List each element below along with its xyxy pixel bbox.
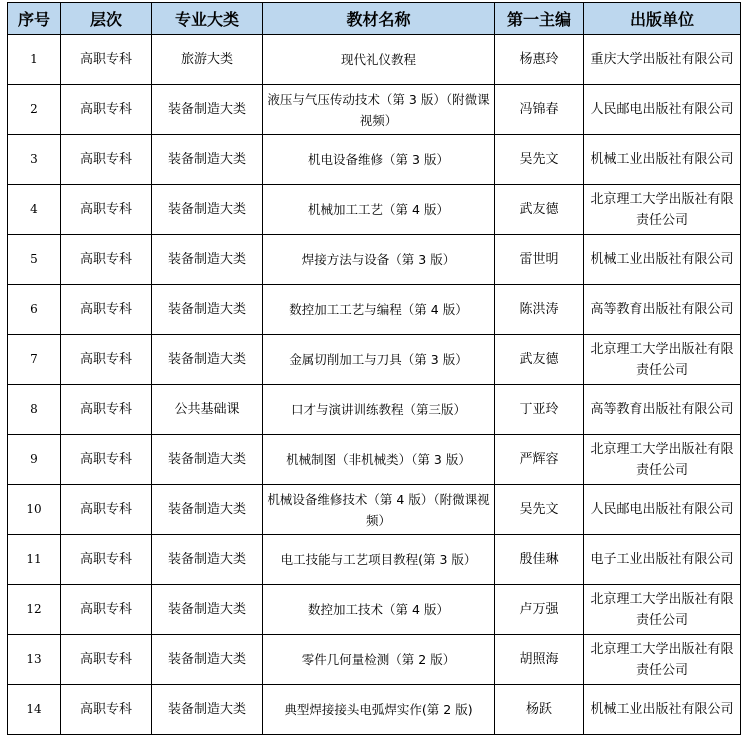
cell-level: 高职专科 — [61, 335, 152, 385]
cell-category: 公共基础课 — [152, 385, 263, 435]
table-header-row — [8, 3, 741, 35]
cell-index: 3 — [8, 135, 61, 185]
cell-category: 装备制造大类 — [152, 435, 263, 485]
cell-title: 机械制图（非机械类）（第 3 版） — [263, 435, 495, 485]
cell-level: 高职专科 — [61, 385, 152, 435]
cell-index: 11 — [8, 535, 61, 585]
cell-publisher: 重庆大学出版社有限公司 — [584, 35, 741, 85]
cell-publisher: 北京理工大学出版社有限责任公司 — [584, 585, 741, 635]
cell-category: 装备制造大类 — [152, 185, 263, 235]
cell-category: 装备制造大类 — [152, 85, 263, 135]
cell-index: 1 — [8, 35, 61, 85]
header-category: 专业大类 — [152, 3, 263, 35]
cell-index: 4 — [8, 185, 61, 235]
cell-category: 装备制造大类 — [152, 485, 263, 535]
cell-title: 机械加工工艺（第 4 版） — [263, 185, 495, 235]
cell-editor: 卢万强 — [495, 585, 584, 635]
cell-title: 金属切削加工与刀具（第 3 版） — [263, 335, 495, 385]
cell-category: 装备制造大类 — [152, 285, 263, 335]
cell-publisher: 北京理工大学出版社有限责任公司 — [584, 635, 741, 685]
cell-publisher: 高等教育出版社有限公司 — [584, 285, 741, 335]
cell-title: 焊接方法与设备（第 3 版） — [263, 235, 495, 285]
cell-publisher: 机械工业出版社有限公司 — [584, 685, 741, 735]
cell-title: 零件几何量检测（第 2 版） — [263, 635, 495, 685]
header-level: 层次 — [61, 3, 152, 35]
header-editor: 第一主编 — [495, 3, 584, 35]
cell-editor: 严辉容 — [495, 435, 584, 485]
cell-level: 高职专科 — [61, 535, 152, 585]
cell-title: 典型焊接接头电弧焊实作(第 2 版) — [263, 685, 495, 735]
cell-publisher: 人民邮电出版社有限公司 — [584, 485, 741, 535]
cell-editor: 杨跃 — [495, 685, 584, 735]
cell-editor: 陈洪涛 — [495, 285, 584, 335]
cell-title: 机电设备维修（第 3 版） — [263, 135, 495, 185]
cell-level: 高职专科 — [61, 285, 152, 335]
cell-index: 2 — [8, 85, 61, 135]
header-title: 教材名称 — [263, 3, 495, 35]
cell-level: 高职专科 — [61, 685, 152, 735]
cell-category: 装备制造大类 — [152, 335, 263, 385]
table-row — [8, 635, 741, 685]
cell-title: 数控加工技术（第 4 版） — [263, 585, 495, 635]
cell-category: 装备制造大类 — [152, 135, 263, 185]
cell-level: 高职专科 — [61, 135, 152, 185]
textbook-table — [7, 2, 741, 735]
cell-publisher: 电子工业出版社有限公司 — [584, 535, 741, 585]
header-publisher: 出版单位 — [584, 3, 741, 35]
cell-category: 装备制造大类 — [152, 235, 263, 285]
cell-level: 高职专科 — [61, 185, 152, 235]
table-row — [8, 285, 741, 335]
table-row — [8, 35, 741, 85]
cell-title: 口才与演讲训练教程（第三版） — [263, 385, 495, 435]
cell-title: 机械设备维修技术（第 4 版）（附微课视频） — [263, 485, 495, 535]
cell-index: 9 — [8, 435, 61, 485]
cell-category: 装备制造大类 — [152, 635, 263, 685]
cell-editor: 胡照海 — [495, 635, 584, 685]
cell-publisher: 高等教育出版社有限公司 — [584, 385, 741, 435]
cell-editor: 殷佳琳 — [495, 535, 584, 585]
cell-publisher: 北京理工大学出版社有限责任公司 — [584, 185, 741, 235]
cell-index: 5 — [8, 235, 61, 285]
table-row — [8, 185, 741, 235]
cell-editor: 吴先文 — [495, 135, 584, 185]
cell-editor: 武友德 — [495, 335, 584, 385]
cell-publisher: 北京理工大学出版社有限责任公司 — [584, 335, 741, 385]
cell-publisher: 机械工业出版社有限公司 — [584, 235, 741, 285]
cell-level: 高职专科 — [61, 585, 152, 635]
cell-level: 高职专科 — [61, 435, 152, 485]
cell-publisher: 机械工业出版社有限公司 — [584, 135, 741, 185]
table-row — [8, 435, 741, 485]
cell-title: 电工技能与工艺项目教程(第 3 版） — [263, 535, 495, 585]
cell-title: 数控加工工艺与编程（第 4 版） — [263, 285, 495, 335]
cell-index: 13 — [8, 635, 61, 685]
cell-index: 8 — [8, 385, 61, 435]
table-row — [8, 235, 741, 285]
cell-index: 7 — [8, 335, 61, 385]
cell-category: 装备制造大类 — [152, 685, 263, 735]
cell-editor: 冯锦春 — [495, 85, 584, 135]
table-row — [8, 685, 741, 735]
cell-editor: 吴先文 — [495, 485, 584, 535]
cell-level: 高职专科 — [61, 85, 152, 135]
cell-index: 14 — [8, 685, 61, 735]
table-row — [8, 385, 741, 435]
cell-level: 高职专科 — [61, 485, 152, 535]
cell-level: 高职专科 — [61, 35, 152, 85]
cell-editor: 丁亚玲 — [495, 385, 584, 435]
cell-publisher: 人民邮电出版社有限公司 — [584, 85, 741, 135]
cell-level: 高职专科 — [61, 635, 152, 685]
table-row — [8, 335, 741, 385]
cell-index: 10 — [8, 485, 61, 535]
cell-title: 液压与气压传动技术（第 3 版）（附微课视频） — [263, 85, 495, 135]
table-row — [8, 85, 741, 135]
table-row — [8, 585, 741, 635]
cell-category: 旅游大类 — [152, 35, 263, 85]
cell-category: 装备制造大类 — [152, 585, 263, 635]
cell-editor: 武友德 — [495, 185, 584, 235]
cell-index: 6 — [8, 285, 61, 335]
table-body — [8, 35, 741, 735]
table-row — [8, 485, 741, 535]
cell-level: 高职专科 — [61, 235, 152, 285]
cell-editor: 杨惠玲 — [495, 35, 584, 85]
table-row — [8, 535, 741, 585]
cell-title: 现代礼仪教程 — [263, 35, 495, 85]
cell-editor: 雷世明 — [495, 235, 584, 285]
cell-index: 12 — [8, 585, 61, 635]
header-index: 序号 — [8, 3, 61, 35]
cell-category: 装备制造大类 — [152, 535, 263, 585]
cell-publisher: 北京理工大学出版社有限责任公司 — [584, 435, 741, 485]
table-row — [8, 135, 741, 185]
